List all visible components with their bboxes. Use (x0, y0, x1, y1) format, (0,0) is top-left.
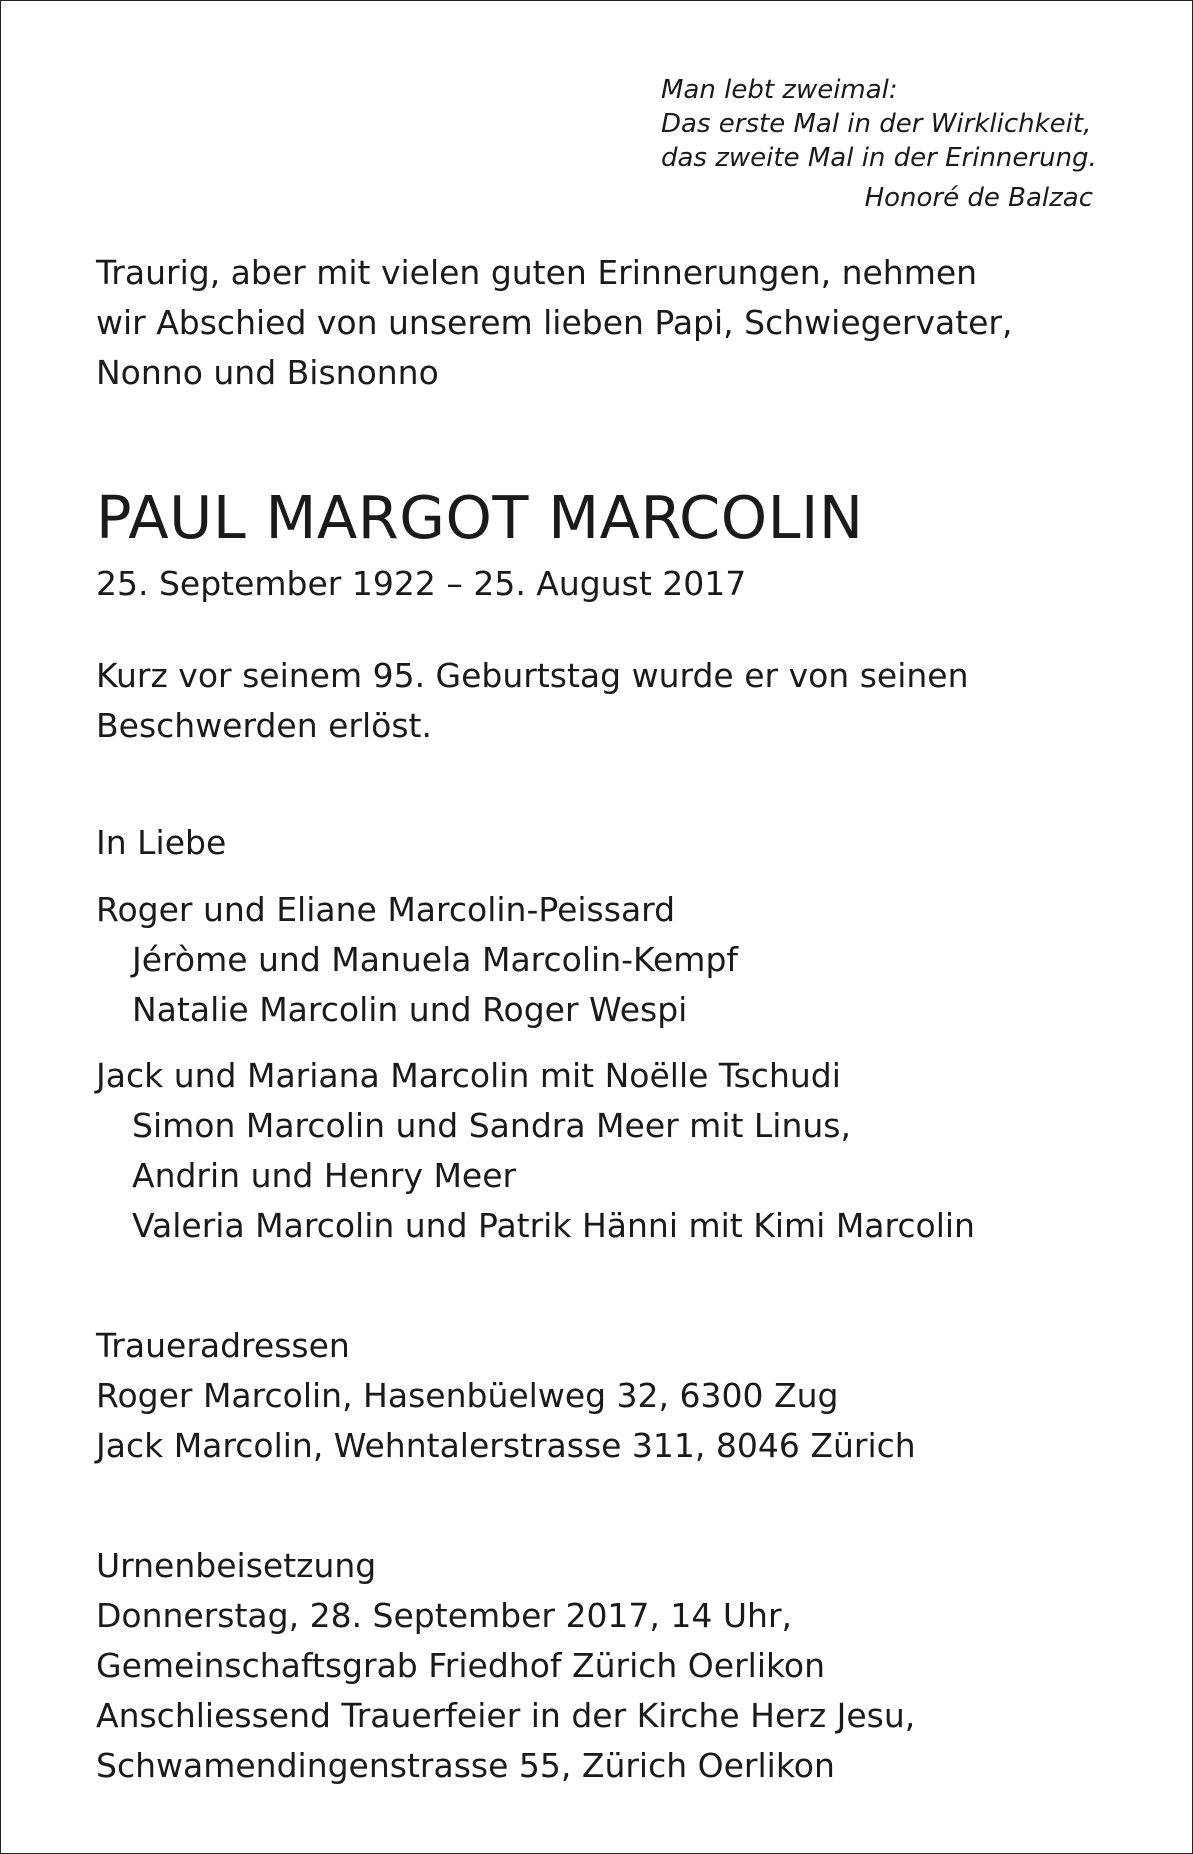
life-dates-block (96, 559, 746, 609)
family-member: Jéròme und Manuela Marcolin-Kempf (132, 940, 739, 979)
life-dates: 25. September 1922 – 25. August 2017 (96, 564, 747, 603)
burial-line: Gemeinschaftsgrab Friedhof Zürich Oerlikon (96, 1646, 826, 1685)
family-member: Andrin und Henry Meer (132, 1156, 517, 1195)
intro-text (96, 248, 1013, 398)
quote-line: das zweite Mal in der Erinnerung. (661, 143, 1097, 173)
family-member: Natalie Marcolin und Roger Wespi (132, 990, 688, 1029)
family-member: Valeria Marcolin und Patrik Hänni mit Kimi Marcolin (132, 1206, 975, 1245)
deceased-name-block (96, 485, 864, 551)
addresses-block (96, 1321, 916, 1471)
burial-line: Schwamendingenstrasse 55, Zürich Oerlikon (96, 1746, 835, 1785)
intro-line: Traurig, aber mit vielen guten Erinnerungen, nehmen (96, 253, 978, 292)
note-line: Kurz vor seinem 95. Geburtstag wurde er von seinen (96, 656, 969, 695)
quote-author: Honoré de Balzac (864, 183, 1093, 213)
quote-line: Das erste Mal in der Wirklichkeit, (661, 109, 1092, 139)
burial-heading: Urnenbeisetzung (96, 1546, 377, 1585)
address-line: Jack Marcolin, Wehntalerstrasse 311, 8046 Zürich (96, 1426, 916, 1465)
note-text (96, 651, 969, 751)
epigraph-quote (661, 73, 1097, 215)
family-group-2 (96, 1051, 975, 1251)
family-group-1 (96, 885, 738, 1035)
deceased-name: PAUL MARGOT MARCOLIN (96, 483, 864, 552)
family-member: Jack und Mariana Marcolin mit Noëlle Tschudi (96, 1056, 841, 1095)
family-member: Simon Marcolin und Sandra Meer mit Linus, (132, 1106, 851, 1145)
addresses-heading: Traueradressen (96, 1326, 350, 1365)
address-line: Roger Marcolin, Hasenbüelweg 32, 6300 Zug (96, 1376, 839, 1415)
burial-line: Donnerstag, 28. September 2017, 14 Uhr, (96, 1596, 793, 1635)
quote-line: Man lebt zweimal: (661, 75, 898, 105)
family-member: Roger und Eliane Marcolin-Peissard (96, 890, 676, 929)
burial-block (96, 1541, 915, 1791)
family-heading-block (96, 818, 226, 868)
family-heading: In Liebe (96, 823, 227, 862)
intro-line: Nonno und Bisnonno (96, 353, 439, 392)
burial-line: Anschliessend Trauerfeier in der Kirche Herz Jesu, (96, 1696, 916, 1735)
note-line: Beschwerden erlöst. (96, 706, 432, 745)
intro-line: wir Abschied von unserem lieben Papi, Schwiegervater, (96, 303, 1013, 342)
